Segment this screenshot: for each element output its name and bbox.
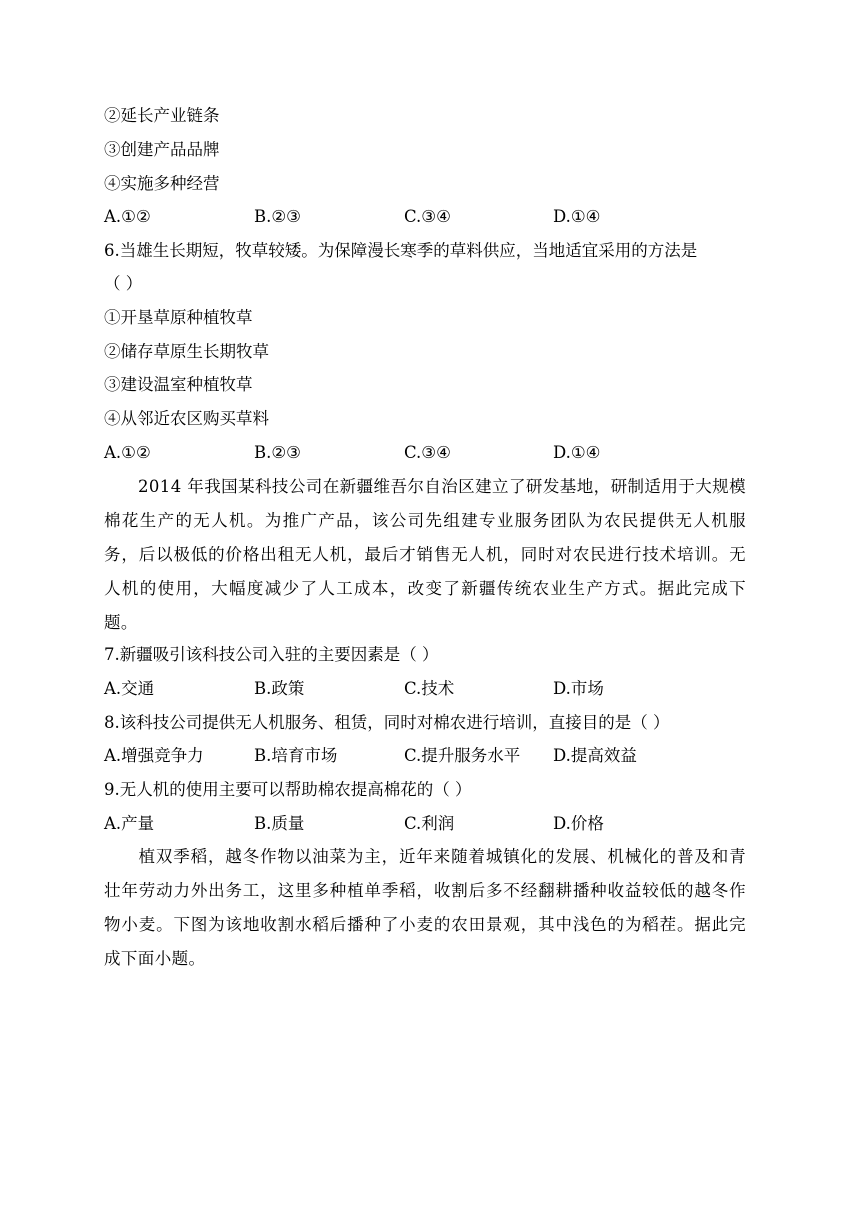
q7-stem: 7.新疆吸引该科技公司入驻的主要因素是（ ） — [104, 645, 439, 664]
q8-option-d: D.提高效益 — [553, 746, 637, 765]
q5-option-a: A.①② — [104, 207, 151, 226]
q9-option-d: D.价格 — [553, 814, 604, 833]
q5-options — [104, 205, 754, 229]
q7-option-c: C.技术 — [404, 679, 455, 698]
q6-item-1: ①开垦草原种植牧草 — [104, 308, 253, 327]
q8-option-c: C.提升服务水平 — [404, 746, 521, 765]
q6-option-d: D.①④ — [553, 443, 601, 462]
q6-item-4: ④从邻近农区购买草料 — [104, 409, 269, 428]
q8-stem: 8.该科技公司提供无人机服务、租赁，同时对棉农进行培训，直接目的是（ ） — [104, 713, 670, 732]
q6-stem: 6.当雄生长期短，牧草较矮。为保障漫长寒季的草料供应，当地适宜采用的方法是 — [104, 241, 698, 260]
q7-option-b: B.政策 — [254, 679, 305, 698]
q9-options — [104, 812, 754, 836]
q5-option-c: C.③④ — [404, 207, 451, 226]
q7-options — [104, 677, 754, 701]
q9-stem: 9.无人机的使用主要可以帮助棉农提高棉花的（ ） — [104, 780, 472, 799]
q9-option-a: A.产量 — [104, 814, 155, 833]
passage-drone-text: 2014 年我国某科技公司在新疆维吾尔自治区建立了研发基地，研制适用于大规模棉花生产的无人机。为推广产品，该公司先组建专业服务团队为农民提供无人机服务，后以极低的价格出租无人机，最后才销售无人机，同时对农民进行技术培训。无人机的使用，大幅度减少了人工成本，改变了新疆传统农业生产方式。据此完成下题。 — [104, 477, 746, 632]
q6-option-a: A.①② — [104, 443, 151, 462]
q5-item-2: ②延长产业链条 — [104, 106, 220, 125]
q6-item-2: ②储存草原生长期牧草 — [104, 342, 269, 361]
q9-option-c: C.利润 — [404, 814, 455, 833]
q6-options — [104, 441, 754, 465]
q5-option-d: D.①④ — [553, 207, 601, 226]
q5-item-4: ④实施多种经营 — [104, 174, 220, 193]
q7-option-d: D.市场 — [553, 679, 604, 698]
q7-option-a: A.交通 — [104, 679, 155, 698]
q8-option-b: B.培育市场 — [254, 746, 338, 765]
q6-item-3: ③建设温室种植牧草 — [104, 375, 253, 394]
q9-option-b: B.质量 — [254, 814, 305, 833]
q8-option-a: A.增强竞争力 — [104, 746, 204, 765]
passage-rice-text: 植双季稻，越冬作物以油菜为主，近年来随着城镇化的发展、机械化的普及和青壮年劳动力外出务工，这里多种植单季稻，收割后多不经翻耕播种收益较低的越冬作物小麦。下图为该地收割水稻后播种了小麦的农田景观，其中浅色的为稻茬。据此完成下面小题。 — [104, 847, 746, 968]
q8-options — [104, 744, 754, 768]
q6-paren: （ ） — [104, 274, 143, 293]
q6-option-b: B.②③ — [254, 443, 301, 462]
q5-item-3: ③创建产品品牌 — [104, 140, 220, 159]
passage-rice — [104, 840, 746, 976]
q6-option-c: C.③④ — [404, 443, 451, 462]
q5-option-b: B.②③ — [254, 207, 301, 226]
passage-drone — [104, 470, 746, 640]
